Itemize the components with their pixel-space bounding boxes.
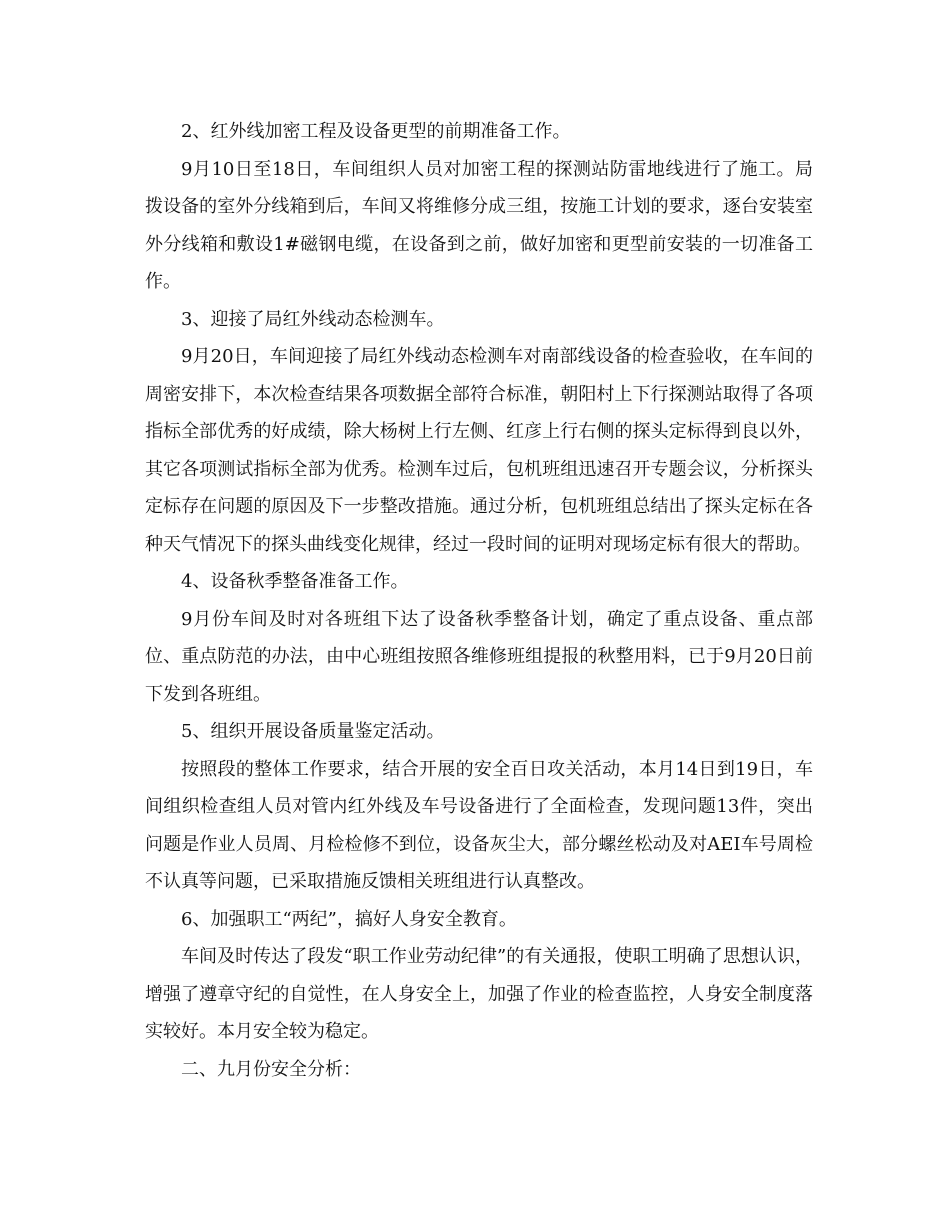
document-body	[145, 113, 813, 1088]
body-paragraph: 9月10日至18日，车间组织人员对加密工程的探测站防雷地线进行了施工。局拨设备的室外分线箱到后，车间又将维修分成三组，按施工计划的要求，逐台安装室外分线箱和敷设1#磁钢电缆，在设备到之前，做好加密和更型前安装的一切准备工作。	[145, 158, 813, 292]
body-paragraph: 车间及时传达了段发“职工作业劳动纪律”的有关通报，使职工明确了思想认识，增强了遵章守纪的自觉性，在人身安全上，加强了作业的检查监控，人身安全制度落实较好。本月安全较为稳定。	[145, 946, 813, 1042]
section-heading: 3、迎接了局红外线动态检测车。	[181, 308, 445, 330]
section-heading: 5、组织开展设备质量鉴定活动。	[181, 721, 445, 742]
body-paragraph: 9月份车间及时对各班组下达了设备秋季整备计划，确定了重点设备、重点部位、重点防范的办法，由中心班组按照各维修班组提报的秋整用料，已于9月20日前下发到各班组。	[145, 608, 813, 705]
body-paragraph: 9月20日，车间迎接了局红外线动态检测车对南部线设备的检查验收，在车间的周密安排下，本次检查结果各项数据全部符合标准，朝阳村上下行探测站取得了各项指标全部优秀的好成绩，除大杨树上行左侧、红彦上行右侧的探头定标得到良以外，其它各项测试指标全部为优秀。检测车过后，包机班组迅速召开专题会议，分析探头定标存在问题的原因及下一步整改措施。通过分析，包机班组总结出了探头定标在各种天气情况下的探头曲线变化规律，经过一段时间的证明对现场定标有很大的帮助。	[145, 346, 813, 555]
section-heading: 4、设备秋季整备准备工作。	[181, 571, 409, 592]
chapter-heading: 二、九月份安全分析：	[181, 1058, 361, 1080]
section-heading: 2、红外线加密工程及设备更型的前期准备工作。	[181, 121, 571, 142]
body-paragraph: 按照段的整体工作要求，结合开展的安全百日攻关活动，本月14日到19日，车间组织检查组人员对管内红外线及车号设备进行了全面检查，发现问题13件，突出问题是作业人员周、月检检修不到位，设备灰尘大，部分螺丝松动及对AEI车号周检不认真等问题，已采取措施反馈相关班组进行认真整改。	[145, 758, 813, 892]
section-heading: 6、加强职工“两纪”，搞好人身安全教育。	[181, 908, 517, 930]
